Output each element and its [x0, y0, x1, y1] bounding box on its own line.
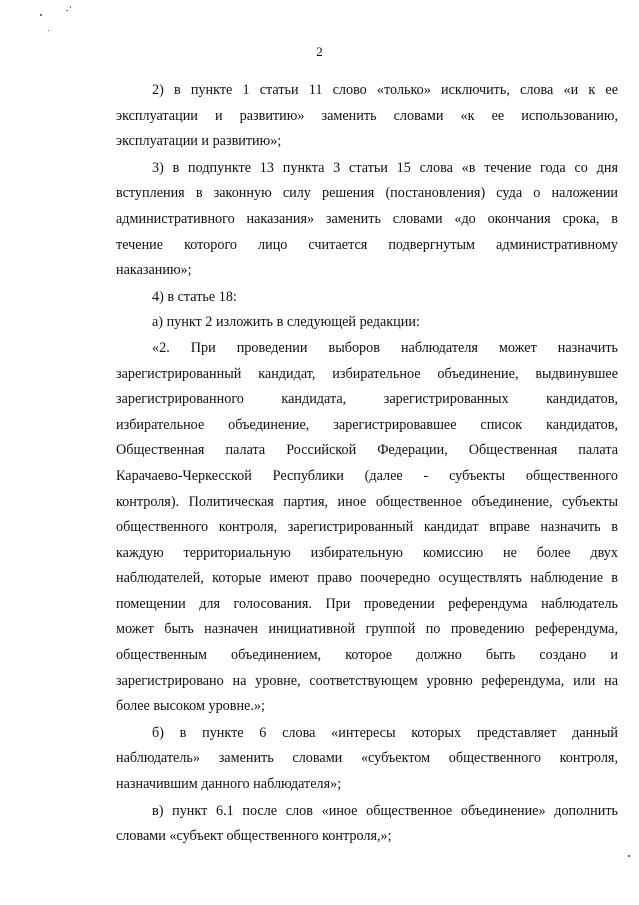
text-line: эксплуатации и развитию»;: [116, 133, 282, 150]
text-line: 3) в подпункте 13 пункта 3 статьи 15 слова «в течение года со дня: [152, 159, 618, 176]
text-line: наблюдатель» заменить словами «субъектом общественного контроля,: [116, 750, 618, 767]
scan-speck: [66, 10, 68, 11]
text-line: наказанию»;: [116, 262, 192, 279]
text-line: зарегистрировано на уровне, соответствующем уровню референдума, или на: [116, 672, 618, 689]
text-line: Карачаево-Черкесской Республики (далее - субъекты общественного: [116, 467, 618, 484]
text-line: каждую территориальную избирательную комиссию не более двух: [116, 544, 618, 561]
text-line: «2. При проведении выборов наблюдателя может назначить: [152, 339, 618, 356]
page-number: 2: [316, 44, 323, 59]
text-line: назначившим данного наблюдателя»;: [116, 776, 342, 793]
text-line: зарегистрированный кандидат, избирательное объединение, выдвинувшее: [116, 365, 618, 382]
text-line: наблюдателей, которые имеют право поочередно осуществлять наблюдение в: [116, 570, 618, 587]
text-line: может быть назначен инициативной группой по проведению референдума,: [116, 621, 618, 638]
text-line: словами «субъект общественного контроля,»;: [116, 828, 392, 845]
scan-speck: [70, 6, 71, 8]
text-line: б) в пункте 6 слова «интересы которых представляет данный: [152, 724, 618, 741]
text-line: общественного контроля, зарегистрированный кандидат вправе назначить в: [116, 519, 618, 536]
text-line: более высоком уровне.»;: [116, 698, 265, 715]
scan-speck: [48, 30, 49, 31]
text-line: избирательное объединение, зарегистрировавшее список кандидатов,: [116, 416, 618, 433]
text-line: административного наказания» заменить словами «до окончания срока, в: [116, 210, 618, 227]
text-line: контроля). Политическая партия, иное общественное объединение, субъекты: [116, 493, 618, 510]
scan-speck: [628, 855, 630, 857]
text-line: а) пункт 2 изложить в следующей редакции:: [152, 314, 420, 331]
text-line: течение которого лицо считается подвергнутым административному: [116, 236, 618, 253]
text-line: эксплуатации и развитию» заменить словами «к ее использованию,: [116, 107, 618, 124]
text-line: 4) в статье 18:: [152, 288, 237, 305]
text-line: Общественная палата Российской Федерации, Общественная палата: [116, 442, 618, 459]
text-line: общественным объединением, которое должно быть создано и: [116, 647, 618, 664]
text-line: в) пункт 6.1 после слов «иное общественное объединение» дополнить: [152, 802, 618, 819]
text-line: помещении для голосования. При проведении референдума наблюдатель: [116, 595, 618, 612]
text-line: зарегистрированного кандидата, зарегистрированных кандидатов,: [116, 391, 618, 408]
text-line: 2) в пункте 1 статьи 11 слово «только» исключить, слова «и к ее: [152, 82, 618, 98]
scan-speck: [40, 14, 42, 16]
document-body: [116, 78, 618, 850]
text-line: вступления в законную силу решения (постановления) суда о наложении: [116, 185, 618, 202]
